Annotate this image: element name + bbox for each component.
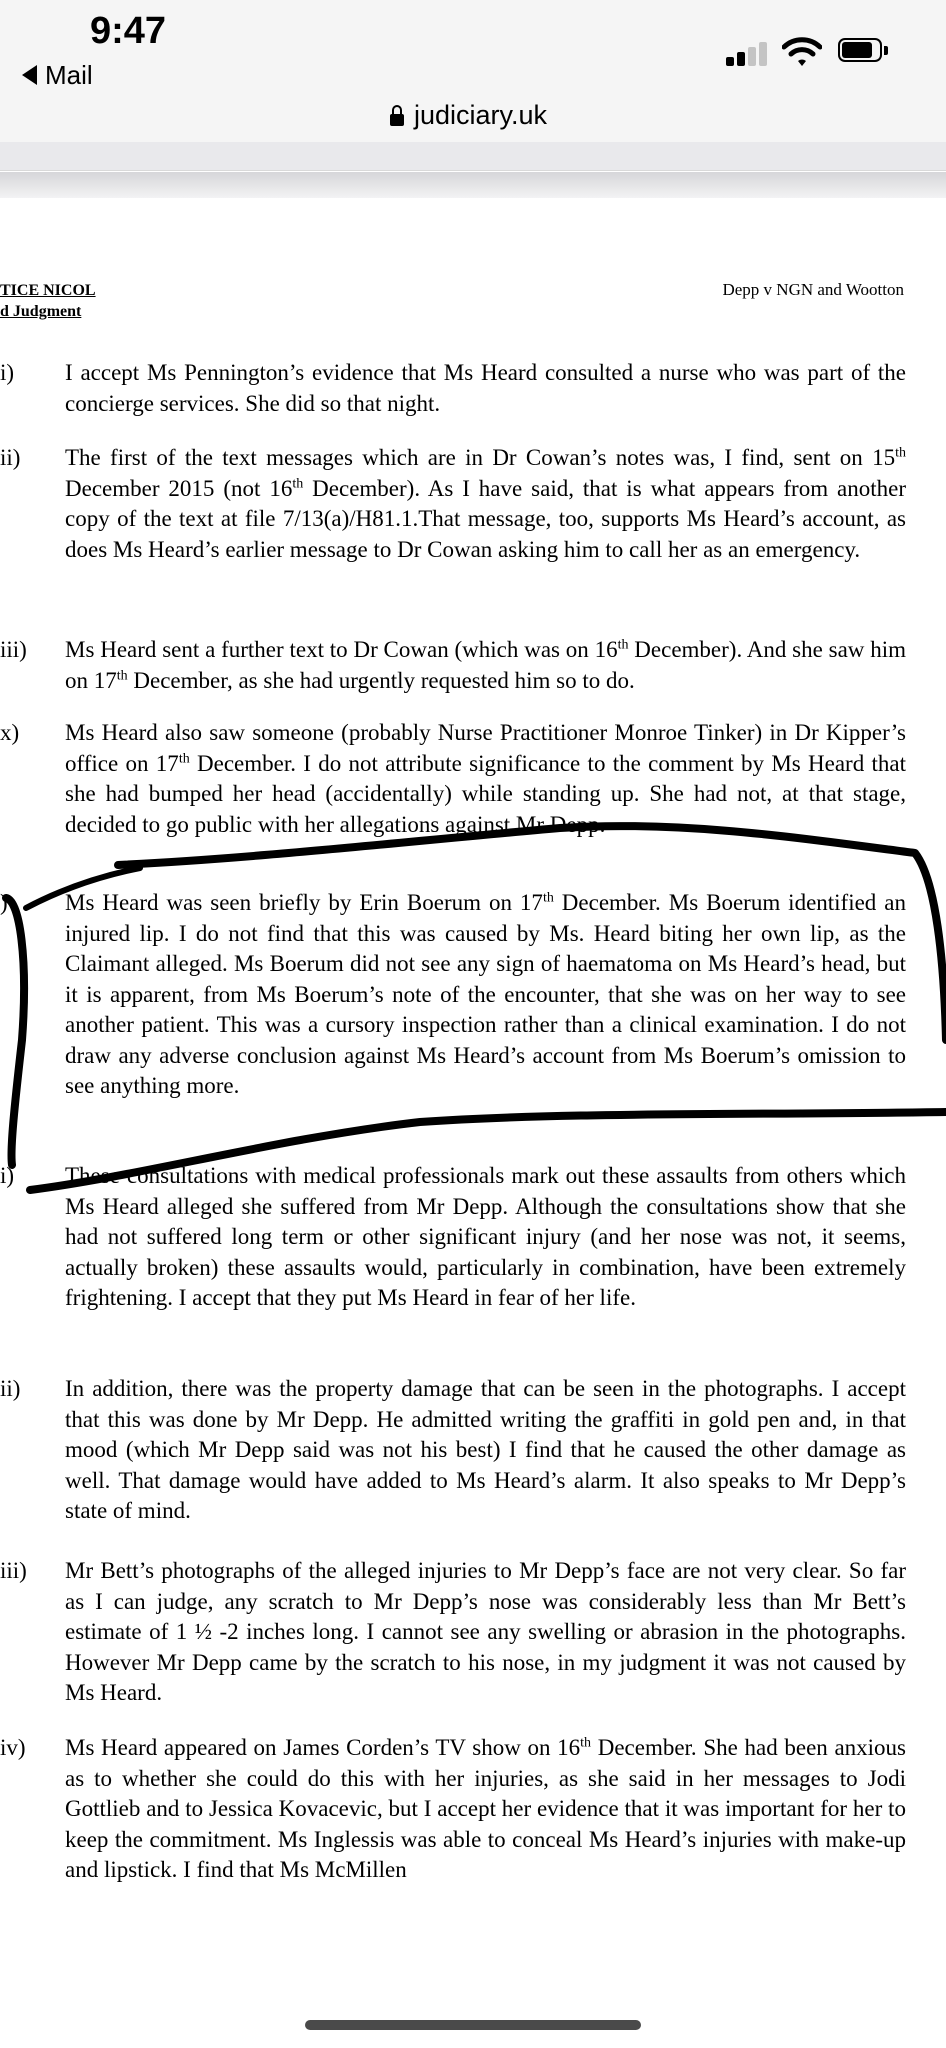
status-bar <box>0 0 946 100</box>
status-time: 9:47 <box>90 10 167 52</box>
home-indicator[interactable] <box>305 2020 641 2030</box>
paragraph-text: Ms Heard also saw someone (probably Nurse Practitioner Monroe Tinker) in Dr Kipper’s office on 17th December. I do not attribute significance to the comment by Ms Heard that she had bumped her head (accidentally) while standing up. She had not, at that stage, decided to go public with her allegations against Mr Depp. <box>65 720 906 837</box>
paragraph-text: Ms Heard sent a further text to Dr Cowan (which was on 16th December). And she saw him on 17th December, as she had urgently requested him so to do. <box>65 637 906 693</box>
paragraph-text: The first of the text messages which are in Dr Cowan’s notes was, I find, sent on 15th December 2015 (not 16th December). As I have said, that is what appears from another copy of the text at file 7/13(a)/H81.1.That message, too, supports Ms Heard’s account, as does Ms Heard’s earlier message to Dr Cowan asking him to call her as an emergency. <box>65 445 906 562</box>
case-title: Depp v NGN and Wootton <box>722 280 904 299</box>
paragraph-text: In addition, there was the property damage that can be seen in the photographs. I accept that this was done by Mr Depp. He admitted writing the graffiti in gold pen and, in that mood (which Mr Depp said was not his best) I find that he caused the other damage as well. That damage would have added to Ms Heard’s alarm. It also speaks to Mr Depp’s state of mind. <box>65 1376 906 1523</box>
wifi-icon <box>782 36 822 68</box>
toolbar-strip <box>0 142 946 171</box>
paragraph-number: iii) <box>0 1558 27 1583</box>
judgment-type: d Judgment <box>0 303 82 320</box>
cellular-signal-icon <box>726 40 770 66</box>
judge-name: TICE NICOL <box>0 282 96 299</box>
paragraph-number: i) <box>0 360 15 385</box>
paragraph-text: Mr Bett’s photographs of the alleged injuries to Mr Depp’s face are not very clear. So far as I can judge, any scratch to Mr Depp’s nose was considerably less than Mr Bett’s estimate of 1 ½ -2 inches long. I cannot see any swelling or abrasion in the photographs. However Mr Depp came by the scratch to his nose, in my judgment it was not caused by Ms Heard. <box>65 1558 906 1705</box>
paragraph-text: Ms Heard was seen briefly by Erin Boerum on 17th December. Ms Boerum identified an injured lip. I do not find that this was caused by Ms. Heard biting her own lip, as the Claimant alleged. Ms Boerum did not see any sign of haematoma on Ms Heard’s head, but it is apparent, from Ms Boerum’s note of the encounter, that she was on her way to see another patient. This was a cursory inspection rather than a clinical examination. I do not draw any adverse conclusion against Ms Heard’s account from Ms Boerum’s omission to see anything more. <box>65 890 906 1098</box>
back-to-mail-button[interactable] <box>22 60 93 91</box>
paragraph-number: i) <box>0 1163 15 1188</box>
paragraph-text: I accept Ms Pennington’s evidence that Ms Heard consulted a nurse who was part of the concierge services. She did so that night. <box>65 360 906 416</box>
judgment-document <box>0 198 946 2048</box>
paragraph-text: These consultations with medical professionals mark out these assaults from others which Ms Heard alleged she suffered from Mr Depp. Although the consultations show that she had not suffered long term or other significant injury (and her nose was not, it seems, actually broken) these assaults would, particularly in combination, have been extremely frightening. I accept that they put Ms Heard in fear of her life. <box>65 1163 906 1310</box>
paragraph-number: x) <box>0 720 20 745</box>
page-divider <box>0 172 946 198</box>
url-text: judiciary.uk <box>414 100 548 130</box>
judgment-header-left <box>0 280 96 322</box>
paragraph-number: ii) <box>0 1376 21 1401</box>
lock-icon <box>390 114 404 126</box>
paragraph-number: iv) <box>0 1735 26 1760</box>
paragraph-text: Ms Heard appeared on James Corden’s TV show on 16th December. She had been anxious as to whether she could do this with her injuries, as she said in her messages to Jodi Gottlieb and to Jessica Kovacevic, but I accept her evidence that it was important for her to keep the commitment. Ms Inglessis was able to conceal Ms Heard’s injuries with make-up and lipstick. I find that Ms McMillen <box>65 1735 906 1882</box>
back-label: Mail <box>45 60 93 90</box>
paragraph-number: ii) <box>0 445 21 470</box>
back-triangle-icon <box>22 65 37 85</box>
address-bar[interactable] <box>0 100 946 142</box>
paragraph-number: iii) <box>0 637 27 662</box>
paragraph-number: ) <box>0 890 8 915</box>
battery-icon <box>838 38 888 64</box>
